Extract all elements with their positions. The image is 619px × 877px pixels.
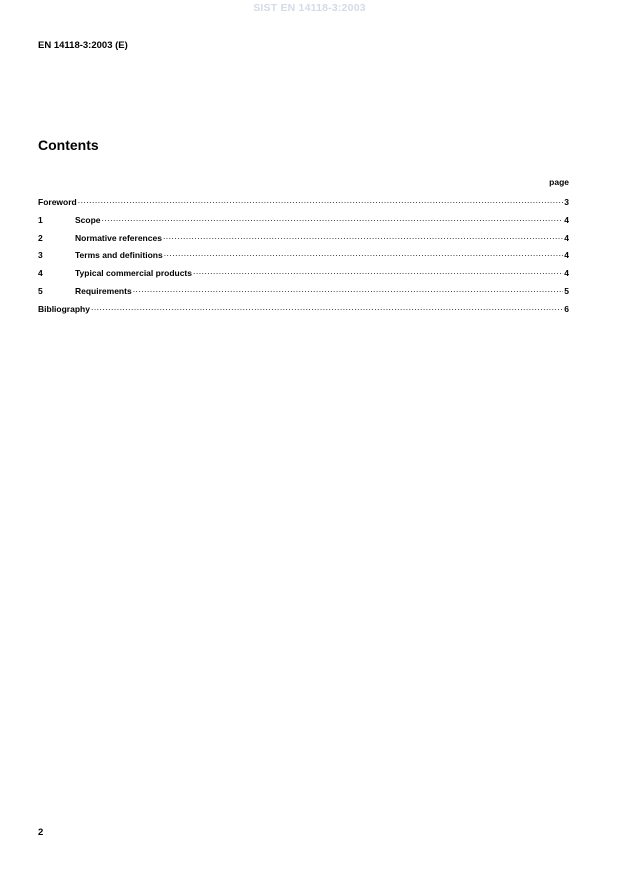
toc-dot-leader (163, 231, 563, 241)
toc-dot-leader (193, 266, 563, 276)
toc-entry-typical-commercial-products[interactable] (38, 266, 569, 284)
table-of-contents (38, 195, 569, 320)
toc-entry-label: Typical commercial products (75, 268, 192, 279)
contents-title: Contents (38, 137, 99, 153)
toc-dot-leader (164, 248, 564, 258)
toc-entry-number: 3 (38, 250, 43, 261)
toc-entry-page: 6 (564, 303, 569, 314)
toc-entry-label: Requirements (75, 285, 132, 296)
toc-dot-leader (133, 284, 564, 294)
toc-entry-label: Foreword (38, 197, 77, 207)
toc-entry-number: 4 (38, 268, 43, 279)
page-number: 2 (38, 827, 44, 838)
toc-entry-number: 5 (38, 285, 43, 296)
toc-entry-label: Scope (75, 214, 101, 225)
toc-entry-page: 4 (564, 250, 569, 261)
toc-entry-page: 4 (564, 268, 569, 279)
toc-entry-normative-references[interactable] (38, 231, 569, 249)
toc-dot-leader (102, 213, 564, 223)
toc-entry-number: 1 (38, 214, 43, 225)
page-column-label: page (549, 177, 569, 187)
toc-dot-leader (91, 302, 563, 312)
toc-entry-number: 2 (38, 232, 43, 243)
toc-entry-page: 4 (564, 214, 569, 225)
toc-entry-terms-and-definitions[interactable] (38, 248, 569, 266)
toc-entry-label: Bibliography (38, 303, 90, 314)
toc-entry-page: 5 (564, 285, 569, 296)
toc-entry-foreword[interactable] (38, 195, 569, 213)
toc-entry-bibliography[interactable] (38, 302, 569, 320)
toc-entry-label: Terms and definitions (75, 250, 163, 261)
toc-entry-label: Normative references (75, 232, 162, 243)
toc-dot-leader (78, 195, 564, 205)
document-id: EN 14118-3:2003 (E) (38, 40, 128, 51)
toc-entry-scope[interactable] (38, 213, 569, 231)
toc-entry-requirements[interactable] (38, 284, 569, 302)
toc-entry-page: 3 (564, 197, 569, 207)
watermark: SIST EN 14118-3:2003 (253, 2, 366, 14)
toc-entry-page: 4 (564, 232, 569, 243)
